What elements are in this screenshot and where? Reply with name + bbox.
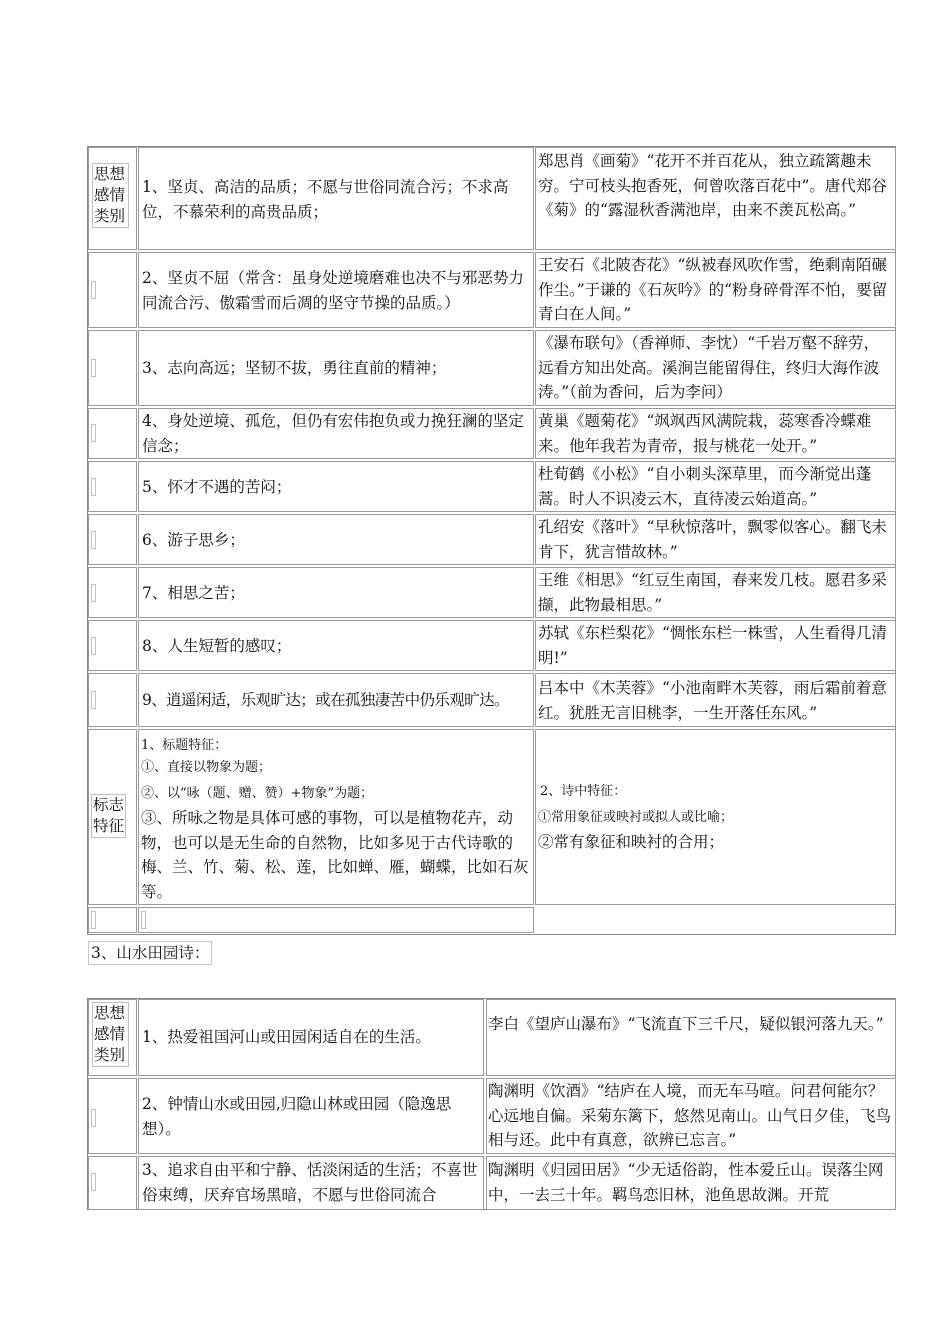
emotion-text-7: 7、相思之苦； bbox=[142, 584, 245, 602]
emotion-text-6: 6、游子思乡； bbox=[142, 531, 245, 549]
title-feature-item-3: ③、所咏之物是具体可感的事物，可以是植物花卉，动物，也可以是无生命的自然物，比如多见于古代诗歌的梅、兰、竹、菊、松、莲，比如蝉、雁，蝴蝶，比如石灰等。 bbox=[141, 809, 529, 901]
cell-marker bbox=[91, 584, 96, 602]
example-text-8: 苏轼《东栏梨花》“惆怅东栏一株雪，人生看得几清明!” bbox=[538, 624, 887, 667]
cell-marker bbox=[91, 281, 96, 299]
poem-feature-heading: 2、诗中特征： bbox=[540, 784, 627, 799]
category-header: 思想感情类别 bbox=[92, 163, 129, 228]
emotion-text-1: 1、热爱祖国河山或田园闲适自在的生活。 bbox=[142, 1028, 431, 1046]
example-text-4: 黄巢《题菊花》“飒飒西风满院栽，蕊寒香冷蝶难来。他年我若为青帝，报与桃花一处开。” bbox=[538, 412, 872, 455]
example-text-3: 《瀑布联句》（香禅师、李忱）“千岩万壑不辞劳，远看方知出处高。溪涧岂能留得住，终归大海作波涛。”（前为香问，后为李问） bbox=[538, 334, 880, 401]
feature-header: 标志特征 bbox=[91, 794, 126, 838]
example-text-1: 郑思肖《画菊》“花开不并百花从，独立疏篱趣未穷。宁可枝头抱香死，何曾吹落百花中”。唐代郑谷《菊》的“露湿秋香满池岸，由来不羡瓦松高。” bbox=[538, 152, 887, 219]
section-title: 3、山水田园诗： bbox=[88, 941, 212, 965]
cell-marker bbox=[91, 424, 96, 442]
emotion-text-5: 5、怀才不遇的苦闷； bbox=[142, 478, 292, 496]
example-text-2: 王安石《北陂杏花》“纵被春风吹作雪，绝剩南陌碾作尘。”于谦的《石灰吟》的“粉身碎骨浑不怕，要留青白在人间。” bbox=[538, 256, 888, 323]
category-header: 思想感情类别 bbox=[92, 1002, 129, 1067]
cell-marker bbox=[91, 478, 96, 496]
example-text-6: 孔绍安《落叶》“早秋惊落叶，飘零似客心。翻飞未肯下，犹言惜故林。” bbox=[538, 518, 887, 561]
title-feature-item-2: ②、以“咏（题、赠、赞）+物象”为题； bbox=[141, 786, 374, 801]
cell-marker bbox=[91, 691, 96, 709]
example-text-7: 王维《相思》“红豆生南国，春来发几枝。愿君多采撷，此物最相思。” bbox=[538, 571, 887, 614]
empty-cell bbox=[138, 907, 534, 933]
poem-feature-item-1: ①常用象征或映衬或拟人或比喻； bbox=[538, 810, 734, 825]
cell-marker bbox=[91, 1109, 96, 1127]
cell-marker bbox=[91, 531, 96, 549]
emotion-text-3: 3、志向高远；坚韧不拔，勇往直前的精神； bbox=[142, 359, 447, 377]
poem-feature-item-2: ②常有象征和映衬的合用； bbox=[538, 833, 725, 851]
poetry-table-objects bbox=[87, 146, 896, 935]
example-text-5: 杜荀鹤《小松》“自小刺头深草里，而今渐觉出蓬蒿。时人不识凌云木，直待凌云始道高。” bbox=[538, 465, 872, 508]
emotion-text-2: 2、钟情山水或田园,归隐山林或田园（隐逸思想）。 bbox=[142, 1095, 452, 1138]
emotion-text-8: 8、人生短暂的感叹； bbox=[142, 637, 292, 655]
example-text-9: 吕本中《木芙蓉》“小池南畔木芙蓉，雨后霜前着意红。犹胜无言旧桃李，一生开落任东风。” bbox=[538, 679, 887, 722]
emotion-text-4: 4、身处逆境、孤危，但仍有宏伟抱负或力挽狂澜的坚定信念； bbox=[142, 412, 524, 455]
cell-marker bbox=[91, 359, 96, 377]
emotion-text-1: 1、坚贞、高洁的品质；不愿与世俗同流合污；不求高位，不慕荣利的高贵品质； bbox=[142, 178, 509, 221]
cell-marker bbox=[141, 911, 146, 929]
cell-marker bbox=[91, 911, 96, 929]
title-feature-item-1: ①、直接以物象为题； bbox=[141, 760, 272, 775]
cell-marker bbox=[91, 637, 96, 655]
example-text-1: 李白《望庐山瀑布》“飞流直下三千尺，疑似银河落九天。” bbox=[488, 1015, 884, 1033]
cell-marker bbox=[91, 1173, 96, 1191]
example-text-2: 陶渊明《饮酒》“结庐在人境，而无车马喧。问君何能尔？心远地自偏。采菊东篱下，悠然见南山。山气日夕佳，飞鸟相与还。此中有真意，欲辨已忘言。” bbox=[488, 1082, 892, 1149]
example-cell-1 bbox=[486, 999, 896, 1076]
title-feature-heading: 1、标题特征： bbox=[141, 738, 228, 753]
emotion-text-2: 2、坚贞不屈（常含：虽身处逆境磨难也决不与邪恶势力同流合污、傲霜雪而后凋的坚守节操的品质。） bbox=[142, 269, 524, 312]
poetry-table-landscape bbox=[87, 998, 896, 1210]
example-text-3: 陶渊明《归园田居》“少无适俗韵，性本爱丘山。误落尘网中，一去三十年。羁鸟恋旧林，池鱼思故渊。开荒 bbox=[488, 1161, 884, 1204]
emotion-text-9: 9、逍遥闲适，乐观旷达；或在孤独凄苦中仍乐观旷达。 bbox=[142, 691, 509, 709]
emotion-text-3: 3、追求自由平和宁静、恬淡闲适的生活；不喜世俗束缚，厌弃官场黑暗，不愿与世俗同流合 bbox=[142, 1161, 478, 1204]
